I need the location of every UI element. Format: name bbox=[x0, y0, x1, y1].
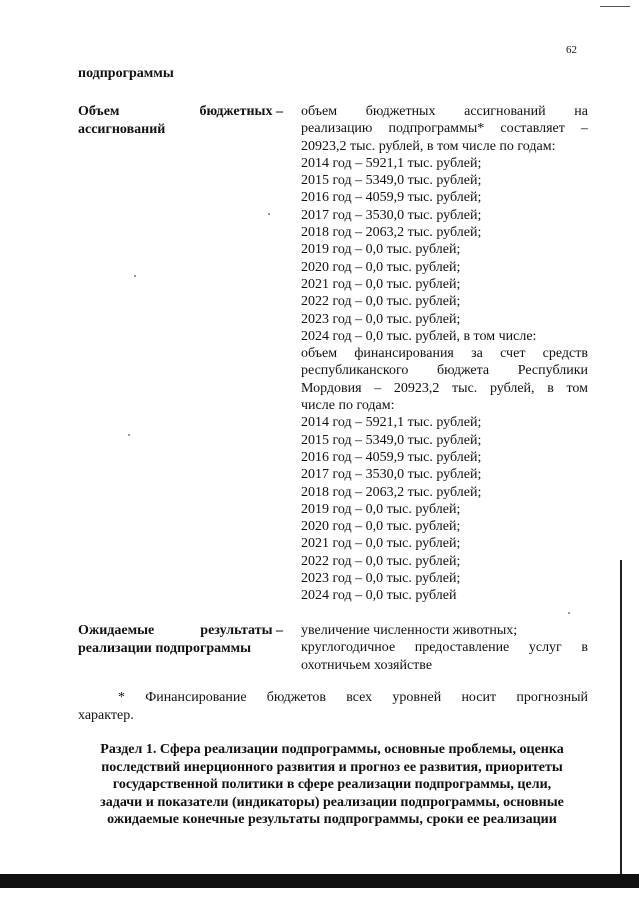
results-text-line: охотничьем хозяйстве bbox=[301, 657, 433, 673]
budget-label-word1: Объем bbox=[78, 104, 120, 119]
budget-year-line: 2018 год – 2063,2 тыс. рублей; bbox=[301, 484, 482, 500]
budget-text-line: реализацию подпрограммы* составляет – bbox=[301, 121, 588, 137]
section-title-line: государственной политики в сфере реализации подпрограммы, цели, bbox=[112, 777, 552, 793]
budget-row-value bbox=[301, 103, 588, 605]
budget-text-line: республиканского бюджета Республики bbox=[301, 363, 588, 379]
budget-year-line: 2020 год – 0,0 тыс. рублей; bbox=[301, 519, 461, 535]
budget-text-line: числе по годам: bbox=[301, 398, 395, 414]
budget-year-line: 2023 год – 0,0 тыс. рублей; bbox=[301, 311, 461, 327]
budget-text-line: объем финансирования за счет средств bbox=[301, 346, 588, 362]
results-label-word2: результаты – bbox=[200, 623, 283, 638]
budget-year-line: 2017 год – 3530,0 тыс. рублей; bbox=[301, 207, 482, 223]
budget-row-label bbox=[78, 103, 283, 139]
scan-speck bbox=[268, 213, 270, 215]
budget-year-line: 2016 год – 4059,9 тыс. рублей; bbox=[301, 449, 482, 465]
budget-year-line: 2021 год – 0,0 тыс. рублей; bbox=[301, 276, 461, 292]
budget-year-line: 2014 год – 5921,1 тыс. рублей; bbox=[301, 155, 482, 171]
scan-artifact-edge bbox=[620, 560, 622, 880]
results-label-word1: Ожидаемые bbox=[78, 623, 155, 638]
footnote-line1: * Финансирование бюджетов всех уровней носит прогнозный bbox=[118, 690, 588, 705]
footnote-line2: характер. bbox=[78, 708, 134, 723]
section-title-line: Раздел 1. Сфера реализации подпрограммы, основные проблемы, оценка bbox=[100, 742, 564, 757]
budget-year-line: 2023 год – 0,0 тыс. рублей; bbox=[301, 571, 461, 587]
results-text-line: круглогодичное предоставление услуг в bbox=[301, 640, 588, 656]
section-title bbox=[72, 741, 592, 829]
footnote bbox=[78, 689, 588, 725]
section-title-line: ожидаемые конечные результаты подпрограммы, сроки ее реализации bbox=[107, 812, 557, 828]
budget-year-line: 2017 год – 3530,0 тыс. рублей; bbox=[301, 467, 482, 483]
budget-text-line: 20923,2 тыс. рублей, в том числе по годам: bbox=[301, 138, 556, 154]
budget-year-line: 2024 год – 0,0 тыс. рублей bbox=[301, 588, 457, 604]
budget-year-line: 2015 год – 5349,0 тыс. рублей; bbox=[301, 432, 482, 448]
results-text-line: увеличение численности животных; bbox=[301, 623, 518, 638]
results-label-line2: реализации подпрограммы bbox=[78, 641, 252, 656]
scan-artifact-bottom-bar bbox=[0, 874, 639, 888]
scan-speck bbox=[128, 434, 130, 436]
results-row-value bbox=[301, 622, 588, 674]
budget-label-word2: бюджетных – bbox=[199, 104, 283, 119]
budget-year-line: 2021 год – 0,0 тыс. рублей; bbox=[301, 536, 461, 552]
section-title-line: задачи и показатели (индикаторы) реализации подпрограммы, основные bbox=[100, 794, 564, 810]
section-title-line: последствий инерционного развития и прогноз ее развития, приоритеты bbox=[101, 759, 563, 775]
scan-artifact-top bbox=[600, 6, 630, 7]
budget-year-line: 2022 год – 0,0 тыс. рублей; bbox=[301, 553, 461, 569]
continued-heading: подпрограммы bbox=[78, 66, 174, 81]
scan-speck bbox=[568, 612, 570, 614]
scan-speck bbox=[134, 275, 136, 277]
budget-label-line2: ассигнований bbox=[78, 122, 166, 137]
budget-year-line: 2016 год – 4059,9 тыс. рублей; bbox=[301, 190, 482, 206]
budget-year-line: 2018 год – 2063,2 тыс. рублей; bbox=[301, 225, 482, 241]
budget-year-line: 2019 год – 0,0 тыс. рублей; bbox=[301, 242, 461, 258]
budget-year-line: 2014 год – 5921,1 тыс. рублей; bbox=[301, 415, 482, 431]
budget-year-line: 2019 год – 0,0 тыс. рублей; bbox=[301, 501, 461, 517]
budget-year-line: 2015 год – 5349,0 тыс. рублей; bbox=[301, 173, 482, 189]
budget-text-line: Мордовия – 20923,2 тыс. рублей, в том bbox=[301, 380, 588, 396]
budget-year-line: 2022 год – 0,0 тыс. рублей; bbox=[301, 294, 461, 310]
budget-year-line: 2020 год – 0,0 тыс. рублей; bbox=[301, 259, 461, 275]
budget-year-line: 2024 год – 0,0 тыс. рублей, в том числе: bbox=[301, 328, 537, 344]
budget-text-line: объем бюджетных ассигнований на bbox=[301, 104, 588, 119]
page-number: 62 bbox=[566, 44, 577, 56]
results-row-label bbox=[78, 622, 283, 658]
